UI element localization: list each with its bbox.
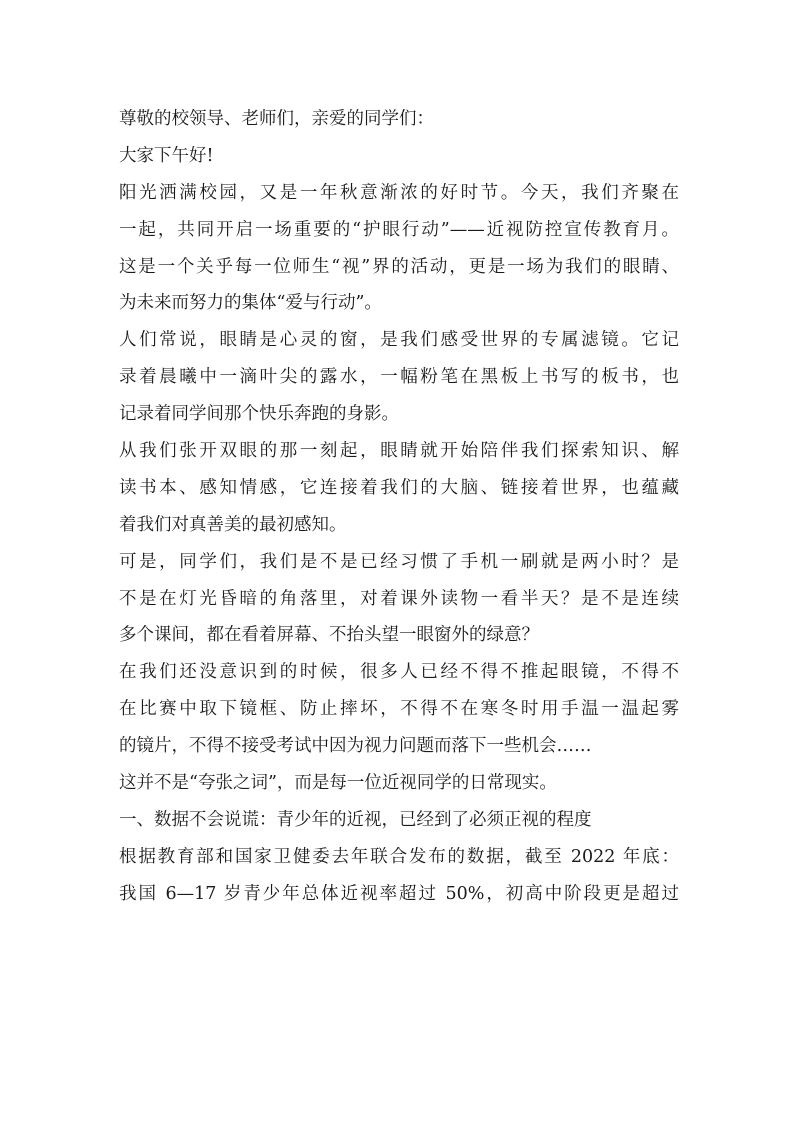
text-line: 从我们张开双眼的那一刻起，眼睛就开始陪伴我们探索知识、解 xyxy=(119,441,679,462)
text-line: 这是一个关乎每一位师生“视”界的活动，更是一场为我们的眼睛、 xyxy=(119,256,679,277)
section-heading: 一、数据不会说谎：青少年的近视，已经到了必须正视的程度 xyxy=(119,809,592,830)
text-line: 这并不是“夸张之词”，而是每一位近视同学的日常现实。 xyxy=(119,773,557,794)
text-line: 人们常说，眼睛是心灵的窗，是我们感受世界的专属滤镜。它记 xyxy=(119,330,679,351)
text-line: 我国 6—17 岁青少年总体近视率超过 50%，初高中阶段更是超过 xyxy=(119,883,679,904)
text-line: 记录着同学间那个快乐奔跑的身影。 xyxy=(119,404,399,425)
text-line: 可是，同学们，我们是不是已经习惯了手机一刷就是两小时？是 xyxy=(119,551,679,572)
text-line: 一起，共同开启一场重要的“护眼行动”——近视防控宣传教育月。 xyxy=(119,219,679,240)
text-line: 不是在灯光昏暗的角落里，对着课外读物一看半天？是不是连续 xyxy=(119,588,679,609)
text-line: 阳光洒满校园，又是一年秋意渐浓的好时节。今天，我们齐聚在 xyxy=(119,182,679,203)
text-line: 在比赛中取下镜框、防止摔坏，不得不在寒冬时用手温一温起雾 xyxy=(119,699,679,720)
greeting: 大家下午好! xyxy=(119,145,214,166)
text-line: 在我们还没意识到的时候，很多人已经不得不推起眼镜，不得不 xyxy=(119,662,679,683)
text-line: 着我们对真善美的最初感知。 xyxy=(119,514,347,535)
text-line: 读书本、感知情感，它连接着我们的大脑、链接着世界，也蕴藏 xyxy=(119,477,679,498)
text-line: 多个课间，都在看着屏幕、不抬头望一眼窗外的绿意？ xyxy=(119,625,539,646)
salutation: 尊敬的校领导、老师们，亲爱的同学们： xyxy=(119,109,434,129)
text-line: 根据教育部和国家卫健委去年联合发布的数据，截至 2022 年底： xyxy=(119,846,679,867)
speech-text xyxy=(119,101,679,913)
text-line: 的镜片，不得不接受考试中因为视力问题而落下一些机会…… xyxy=(119,736,592,757)
text-line: 录着晨曦中一滴叶尖的露水，一幅粉笔在黑板上书写的板书，也 xyxy=(119,367,679,388)
text-line: 为未来而努力的集体“爱与行动”。 xyxy=(119,293,382,314)
